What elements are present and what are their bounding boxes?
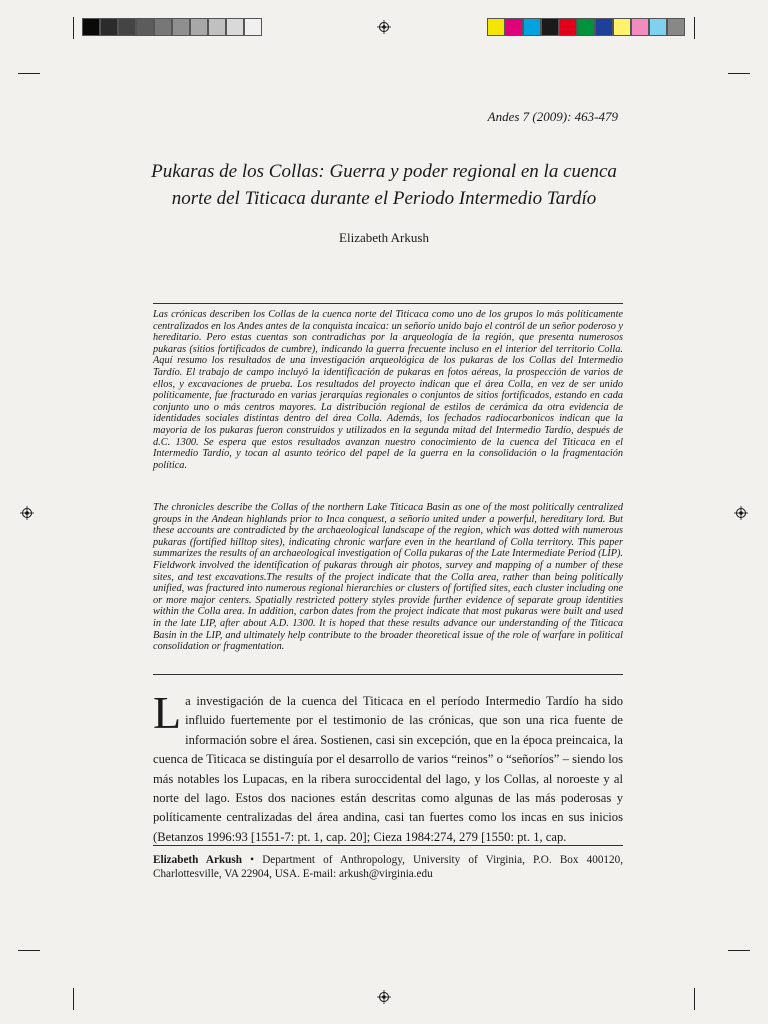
color-swatch [595, 18, 613, 36]
crop-mark [18, 950, 40, 951]
color-swatch [523, 18, 541, 36]
color-swatch [577, 18, 595, 36]
color-swatch [136, 18, 154, 36]
crop-mark [694, 988, 695, 1010]
footnote-bullet: • [241, 854, 263, 866]
footnote-address: Department of Anthropology, University of Virginia, P.O. Box 400120, Charlottesville, VA 22904, USA. E-mail: arkush@virginia.edu [153, 854, 623, 880]
author-affiliation-footnote [153, 853, 623, 881]
abstract-bottom-rule [153, 674, 623, 675]
abstract-english: The chronicles describe the Collas of the northern Lake Titicaca Basin as one of the most politically centralized groups in the Andean highlands prior to Inca conquest, a señorío united under a powerful, hereditary lord. But these accounts are contradicted by the archaeological landscape of the region, which was dotted with numerous pukaras (fortified hilltop sites), indicating chronic warfare even in the heartland of Colla territory. This paper summarizes the results of an archaeological investigation of Colla pukaras of the Late Intermediate Period (LIP). Fieldwork involved the identification of pukaras through air photos, survey and mapping of a number of these sites, and test excavations.The results of the project indicate that the Colla area, rather than being politically unified, was fractured into numerous regional hierarchies or clusters of fortified sites, each cluster including one or more major centers. Spatially restricted pottery styles provide further evidence of separate group identities within the Colla area. In addition, carbon dates from the project indicate that most pukaras were built and used in the late LIP, after about A.D. 1300. It is hoped that these results advance our understanding of the Titicaca Basin in the LIP, and ultimately help contribute to the broader theoretical issue of the role of warfare in political consolidation or fragmentation. [153, 502, 623, 653]
registration-mark-icon [20, 506, 34, 520]
color-swatch [208, 18, 226, 36]
footnote-author: Elizabeth Arkush [153, 854, 242, 866]
process-color-bar [487, 18, 685, 36]
author-name: Elizabeth Arkush [339, 230, 429, 245]
body-paragraph [153, 687, 623, 847]
color-swatch [613, 18, 631, 36]
crop-mark [728, 950, 750, 951]
crop-mark [728, 73, 750, 74]
grayscale-color-bar [82, 18, 262, 36]
article-title [135, 158, 633, 212]
color-swatch [649, 18, 667, 36]
journal-reference: Andes 7 (2009): 463-479 [487, 109, 618, 124]
body-text: a investigación de la cuenca del Titicaca en el período Intermedio Tardío ha sido influido fuertemente por el testimonio de las crónicas, que son una rica fuente de información sobre el área. Sostienen, casi sin excepción, que en la época preincaica, la cuenca de Titicaca se distinguía por el desarrollo de varios “reinos” o “señoríos” – siendo los más notables los Lupacas, en la ribera suroccidental del lago, y los Collas, al noroeste y al norte del lago. Estos dos naciones están descritas como algunas de las más poderosas y políticamente centralizadas del área andina, casi tan fuertes como los incas en sus inicios (Betanzos 1996:93 [1551-7: pt. 1, cap. 20]; Cieza 1984:274, 279 [1550: pt. 1, cap. [153, 694, 623, 844]
color-swatch [190, 18, 208, 36]
color-swatch [154, 18, 172, 36]
crop-mark [73, 988, 74, 1010]
color-swatch [487, 18, 505, 36]
footnote-rule [153, 845, 623, 846]
color-swatch [559, 18, 577, 36]
article-title-line: norte del Titicaca durante el Periodo Intermedio Tardío [171, 188, 597, 209]
color-swatch [118, 18, 136, 36]
crop-mark [694, 17, 695, 39]
registration-mark-icon [377, 990, 391, 1004]
drop-cap: L [153, 687, 182, 738]
color-swatch [541, 18, 559, 36]
color-swatch [667, 18, 685, 36]
abstract-spanish: Las crónicas describen los Collas de la cuenca norte del Titicaca como uno de los grupos lo más políticamente centralizados en los Andes antes de la conquista incaica: un señorío unido bajo el contról de un señor poderoso y hereditario. Pero estas cuentas son contradichas por la arqueología de la región, que presenta numerosos pukaras (sitios fortificados de cumbre), indicando la guerra frecuente incluso en el interior del territorio Colla. Aquí resumo los resultados de una investigación arqueológica de los pukaras de los Collas del Intermedio Tardío. El trabajo de campo incluyó la identificación de pukaras en fotos aéreas, la prospección de varios de ellos, y excavaciones de prueba. Los resultados del proyecto indican que el área Colla, en vez de ser unido políticamente, fue fracturado en varias jerarquías regionales o conjuntos de sitios fortificados, estando en cada conjunto uno o más centros mayores. La distribución regional de estilos de cerámica da otra evidencia de identidades sociales distintas dentro del área Colla. Además, los fechados radiocarbonicos indican que la mayoria de los pukaras fueron construidos y utilizados en la segunda mitad del Intermedio Tardío, después de d.C. 1300. Se espera que estos resultados avanzan nuestro conocimiento de la cuenca del Titicaca en el Intermedio Tardío, y tocan al asunto teórico del papel de la guerra en la consolidación o la fragmentación política. [153, 309, 623, 471]
article-title-line: Pukaras de los Collas: Guerra y poder regional en la cuenca [151, 161, 617, 182]
crop-mark [73, 17, 74, 39]
color-swatch [172, 18, 190, 36]
color-swatch [100, 18, 118, 36]
color-swatch [82, 18, 100, 36]
color-swatch [226, 18, 244, 36]
color-swatch [244, 18, 262, 36]
abstract-top-rule [153, 303, 623, 304]
registration-mark-icon [377, 20, 391, 34]
crop-mark [18, 73, 40, 74]
registration-mark-icon [734, 506, 748, 520]
color-swatch [505, 18, 523, 36]
color-swatch [631, 18, 649, 36]
